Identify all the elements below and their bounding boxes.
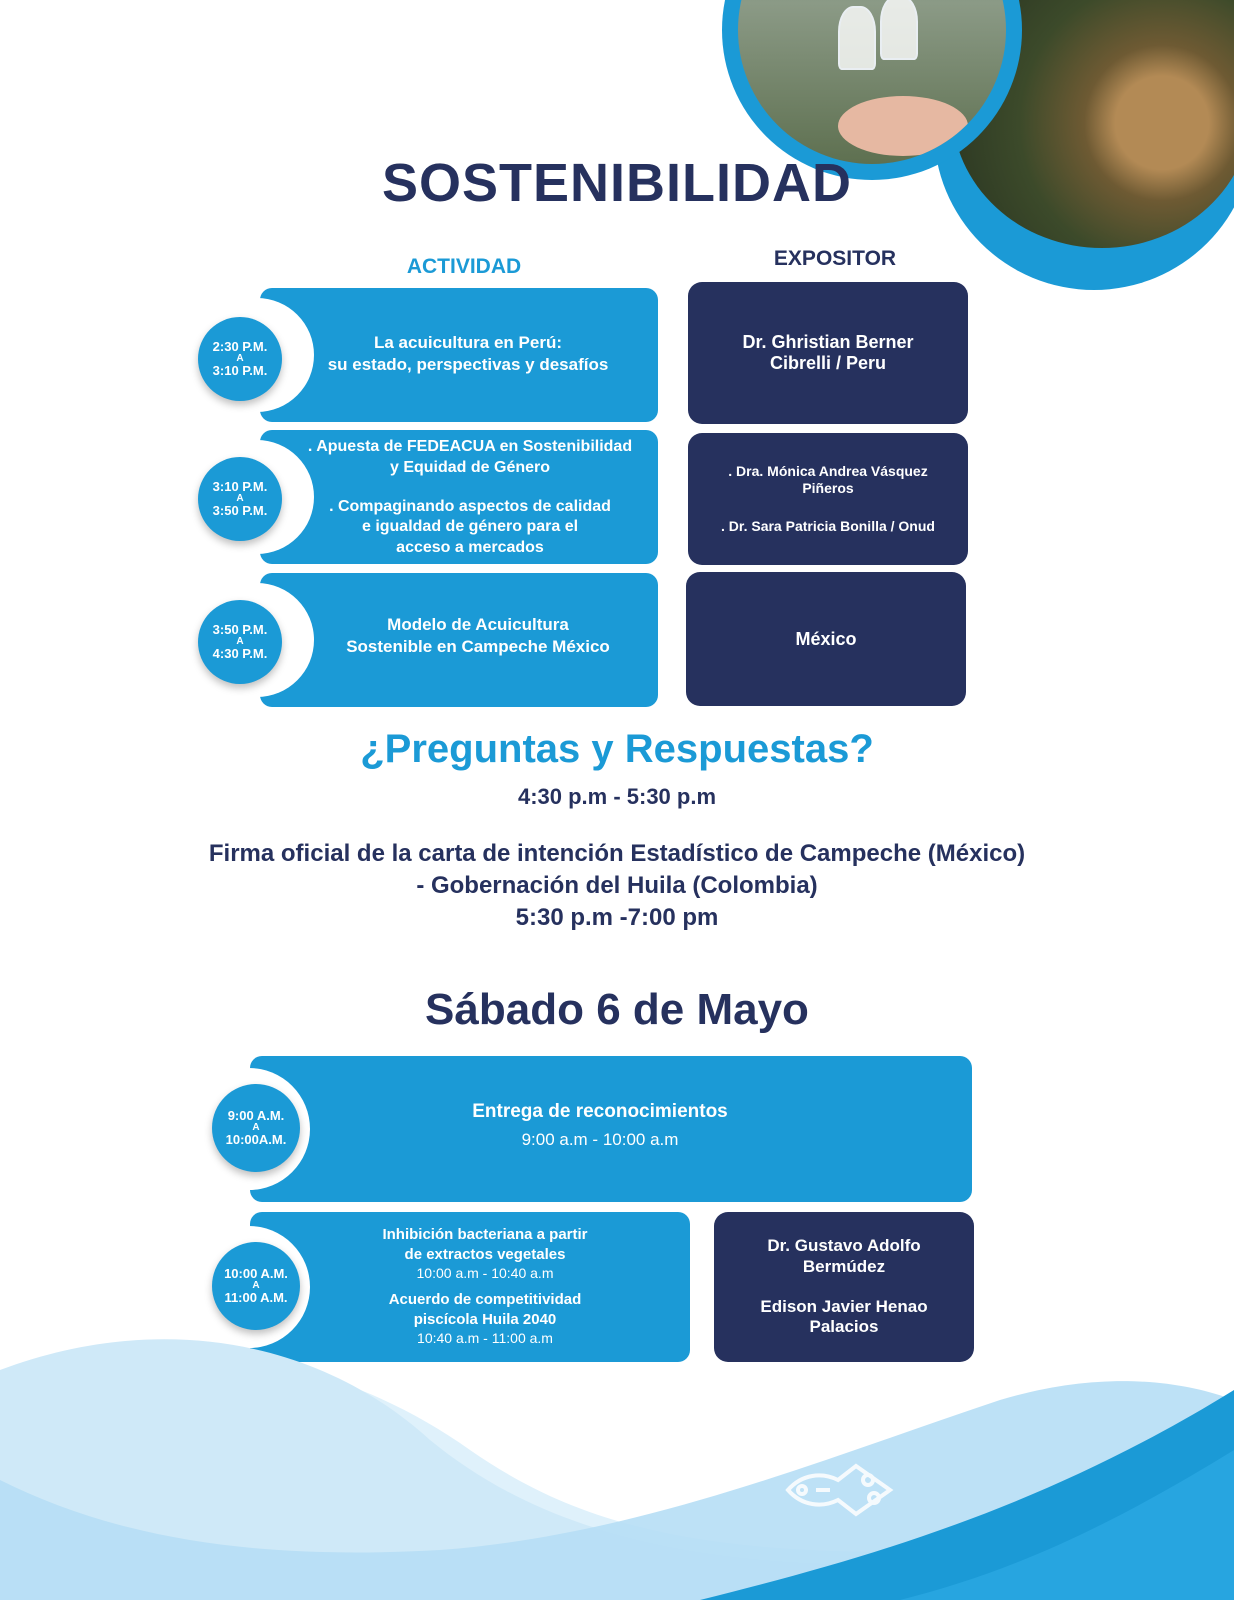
activity-text: Entrega de reconocimientos 9:00 a.m - 10:00 a.m — [472, 1101, 728, 1149]
time-badge: 3:10 P.M. A 3:50 P.M. — [198, 457, 282, 541]
column-header-speaker: EXPOSITOR — [773, 247, 897, 270]
hand-image — [838, 96, 968, 156]
time-badge: 9:00 A.M. A 10:00A.M. — [212, 1084, 300, 1172]
footer-wave — [0, 1330, 1234, 1600]
speaker-box: México — [686, 572, 966, 706]
time-badge: 10:00 A.M. A 11:00 A.M. — [212, 1242, 300, 1330]
signing-text: Firma oficial de la carta de intención Estadístico de Campeche (México) - Gobernación del Huila (Colombia) 5:30 p.m -7:00 pm — [208, 840, 1026, 932]
activity-text: Inhibición bacteriana a partir de extractos vegetales 10:00 a.m - 10:40 a.m Acuerdo de competitividad piscícola Huila 2040 10:40 a.m - 11:00 a.m — [382, 1226, 588, 1347]
page-title: SOSTENIBILIDAD — [381, 153, 853, 213]
glass-image — [838, 6, 876, 70]
speaker-box: Dr. Ghristian Berner Cibrelli / Peru — [688, 282, 968, 424]
glass-image — [880, 0, 918, 60]
time-badge: 3:50 P.M. A 4:30 P.M. — [198, 600, 282, 684]
qa-title: ¿Preguntas y Respuestas? — [360, 727, 874, 771]
fish-logo-icon — [782, 1450, 902, 1530]
speaker-box: Dr. Gustavo Adolfo Bermúdez Edison Javier Henao Palacios — [714, 1212, 974, 1362]
speaker-box: . Dra. Mónica Andrea Vásquez Piñeros . Dr. Sara Patricia Bonilla / Onud — [688, 433, 968, 565]
time-badge: 2:30 P.M. A 3:10 P.M. — [198, 317, 282, 401]
activity-text: La acuicultura en Perú: su estado, perspectivas y desafíos — [327, 333, 609, 375]
saturday-title: Sábado 6 de Mayo — [425, 985, 809, 1034]
activity-text: . Apuesta de FEDEACUA en Sostenibilidad y Equidad de Género . Compaginando aspectos de calidad e igualdad de género para el acceso a mercados — [307, 438, 633, 557]
activity-text: Modelo de Acuicultura Sostenible en Campeche México — [346, 615, 610, 657]
column-header-activity: ACTIVIDAD — [406, 255, 522, 278]
qa-time: 4:30 p.m - 5:30 p.m — [517, 784, 717, 809]
